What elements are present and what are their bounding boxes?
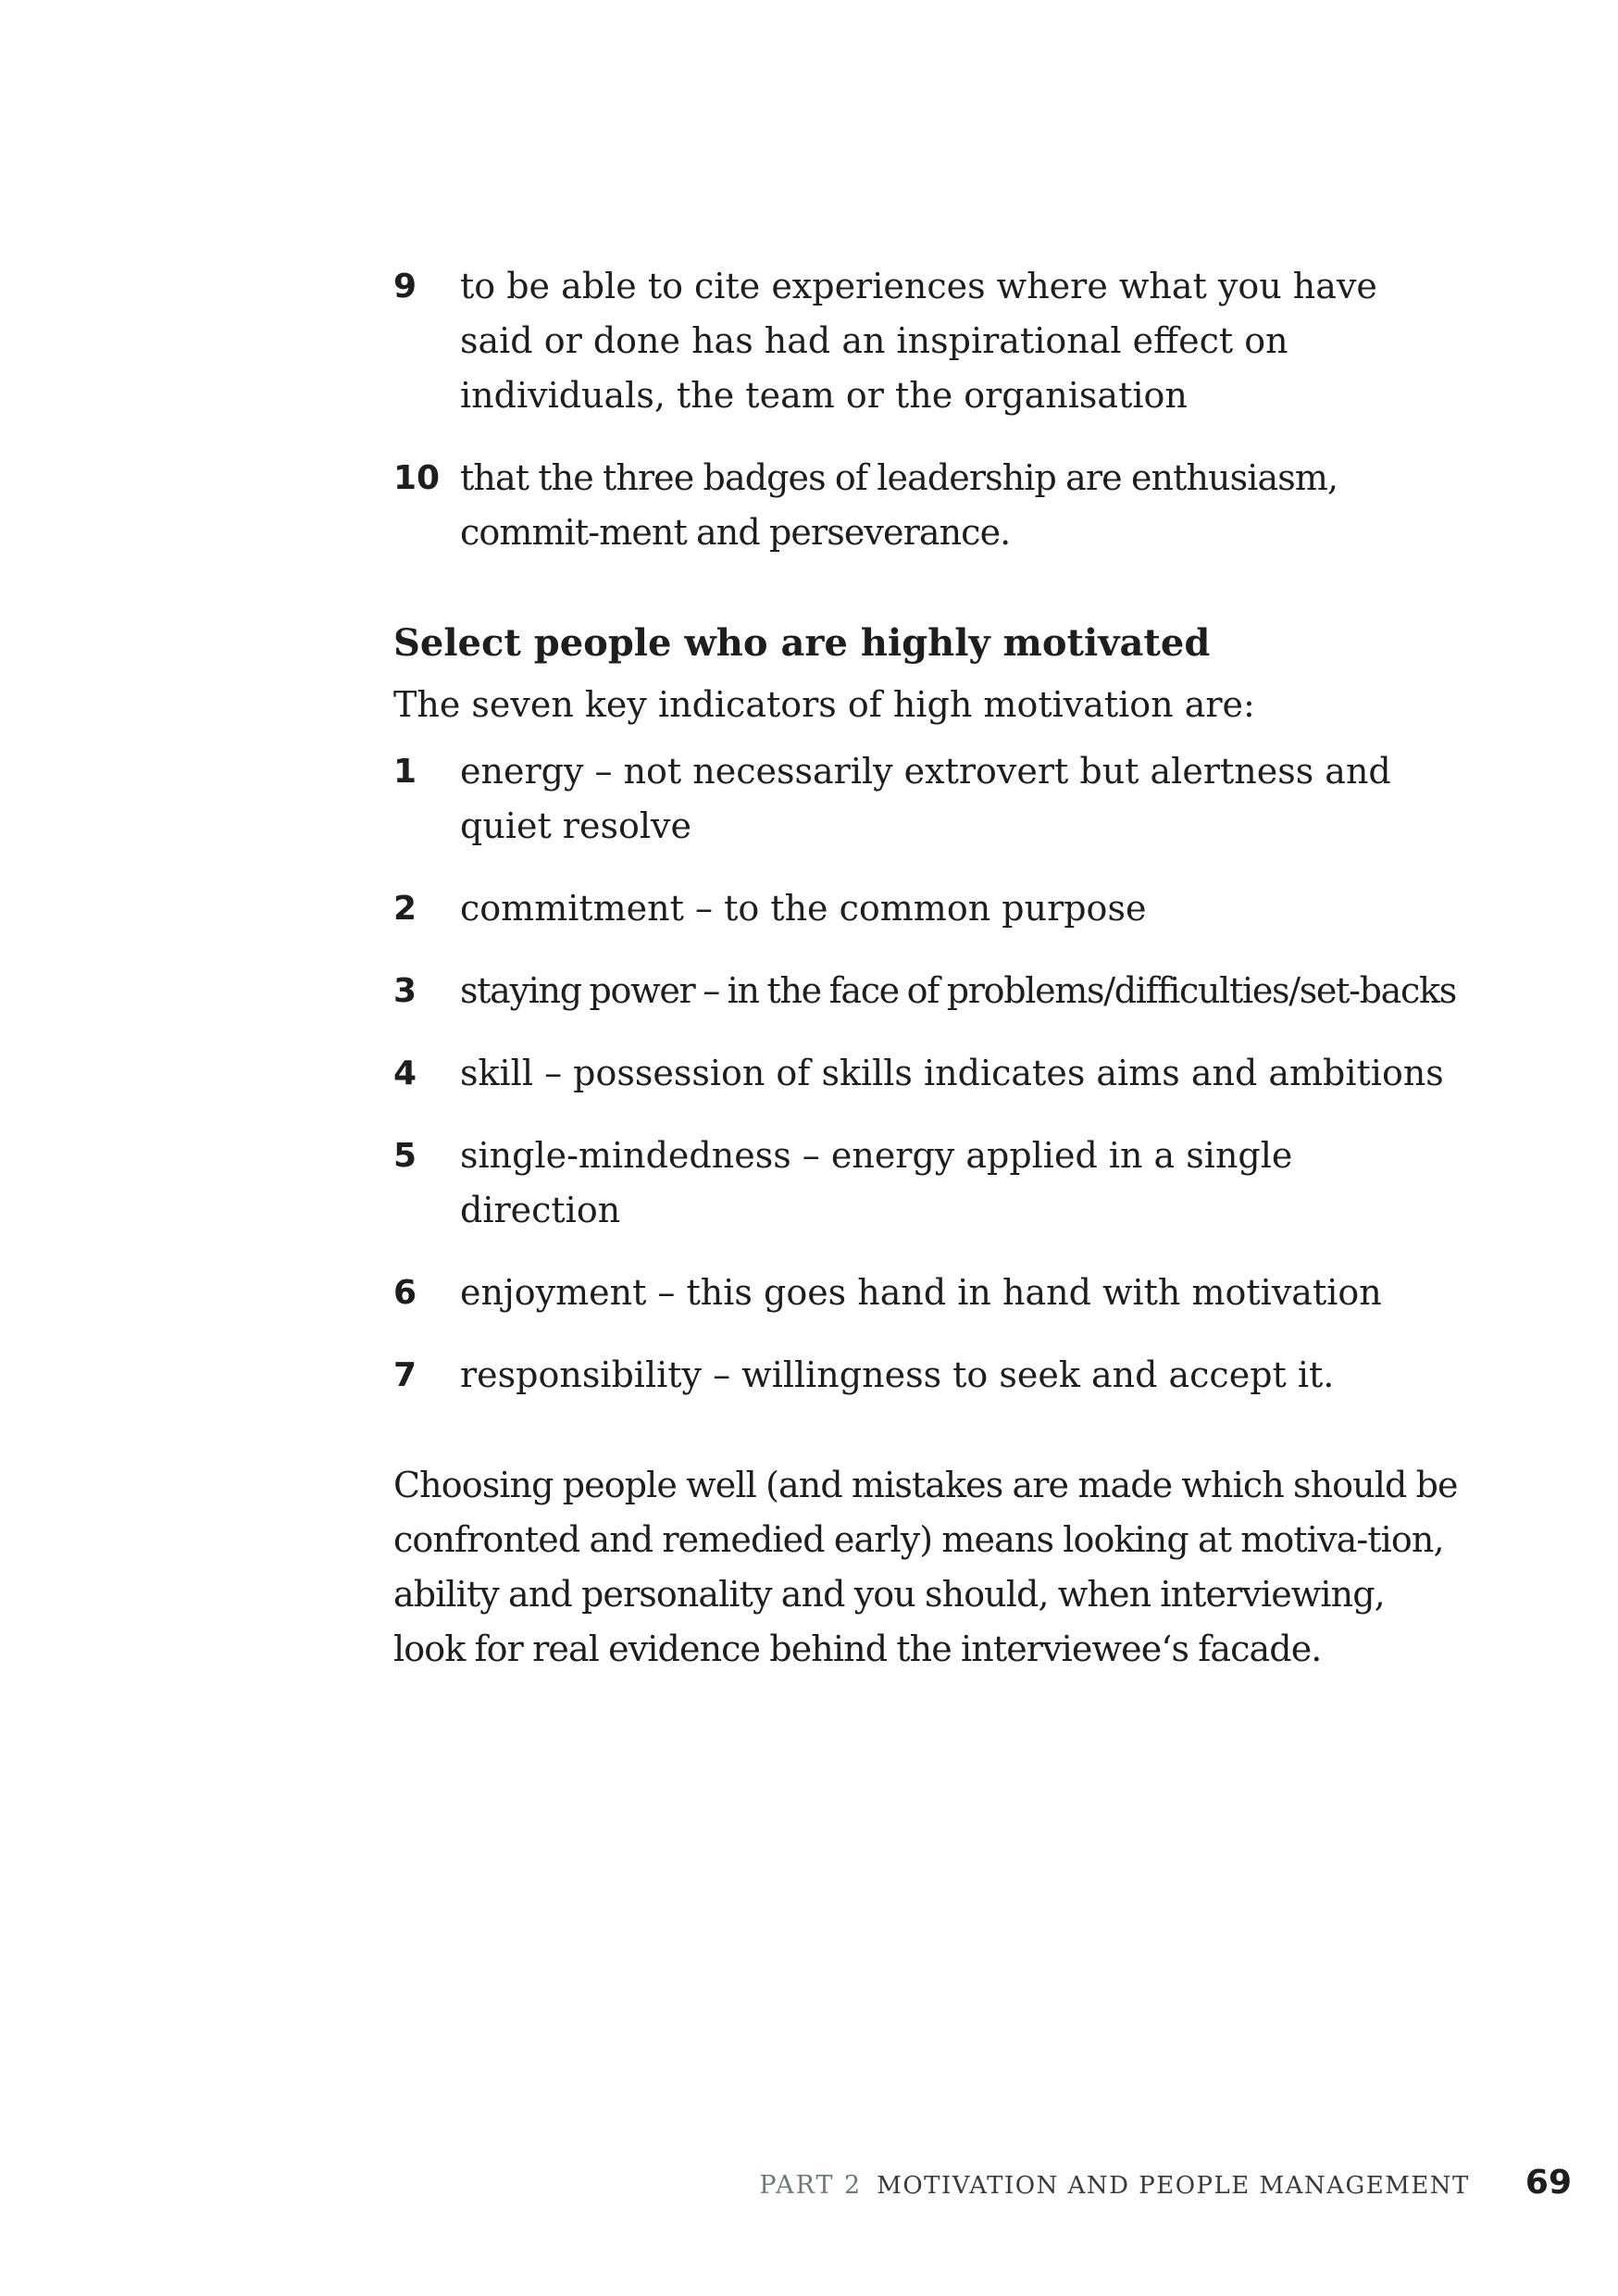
- indicator-number: 2: [393, 890, 417, 928]
- indicator-number: 4: [393, 1054, 417, 1092]
- indicator-item-3: [393, 964, 1458, 1018]
- section-intro: The seven key indicators of high motivation are:: [393, 684, 1255, 725]
- indicator-item-6: [393, 1266, 1458, 1320]
- indicator-item-1: [393, 744, 1458, 854]
- list-text: that the three badges of leadership are enthusiasm, commit-ment and perseverance.: [460, 457, 1338, 553]
- list-item-9: [393, 259, 1458, 423]
- indicator-item-4: [393, 1046, 1458, 1101]
- indicator-text: skill – possession of skills indicates aims and ambitions: [460, 1053, 1444, 1093]
- list-text: to be able to cite experiences where what you have said or done has had an inspirational effect on individuals, the team or the organisation: [460, 266, 1377, 416]
- closing-paragraph: Choosing people well (and mistakes are made which should be confronted and remedied early) means looking at motiva-tion, ability and personality and you should, when interviewing, look for real evidence behind the interviewee‘s facade.: [393, 1465, 1458, 1669]
- section-heading: Select people who are highly motivated: [393, 621, 1211, 665]
- page-footer: [759, 2164, 1572, 2202]
- page-number: 69: [1525, 2164, 1572, 2202]
- indicator-item-5: [393, 1129, 1458, 1238]
- indicator-text: single-mindedness – energy applied in a single direction: [460, 1135, 1293, 1230]
- indicator-text: commitment – to the common purpose: [460, 888, 1147, 929]
- footer-running-title: MOTIVATION AND PEOPLE MANAGEMENT: [877, 2172, 1470, 2200]
- indicator-item-2: [393, 881, 1458, 936]
- list-number: 10: [393, 459, 441, 497]
- indicator-item-7: [393, 1348, 1458, 1403]
- indicator-number: 6: [393, 1274, 417, 1312]
- indicator-text: responsibility – willingness to seek and accept it.: [460, 1354, 1335, 1395]
- indicator-text: energy – not necessarily extrovert but alertness and quiet resolve: [460, 751, 1391, 846]
- footer-part-label: PART 2: [759, 2171, 863, 2200]
- indicator-number: 3: [393, 972, 417, 1010]
- list-item-10: [393, 451, 1458, 560]
- indicator-number: 5: [393, 1137, 417, 1175]
- list-number: 9: [393, 268, 417, 306]
- indicator-number: 1: [393, 753, 417, 791]
- indicator-number: 7: [393, 1356, 417, 1394]
- indicator-text: enjoyment – this goes hand in hand with motivation: [460, 1272, 1382, 1313]
- indicator-text: staying power – in the face of problems/difficulties/set-backs: [460, 970, 1456, 1011]
- page-content: [393, 259, 1458, 1677]
